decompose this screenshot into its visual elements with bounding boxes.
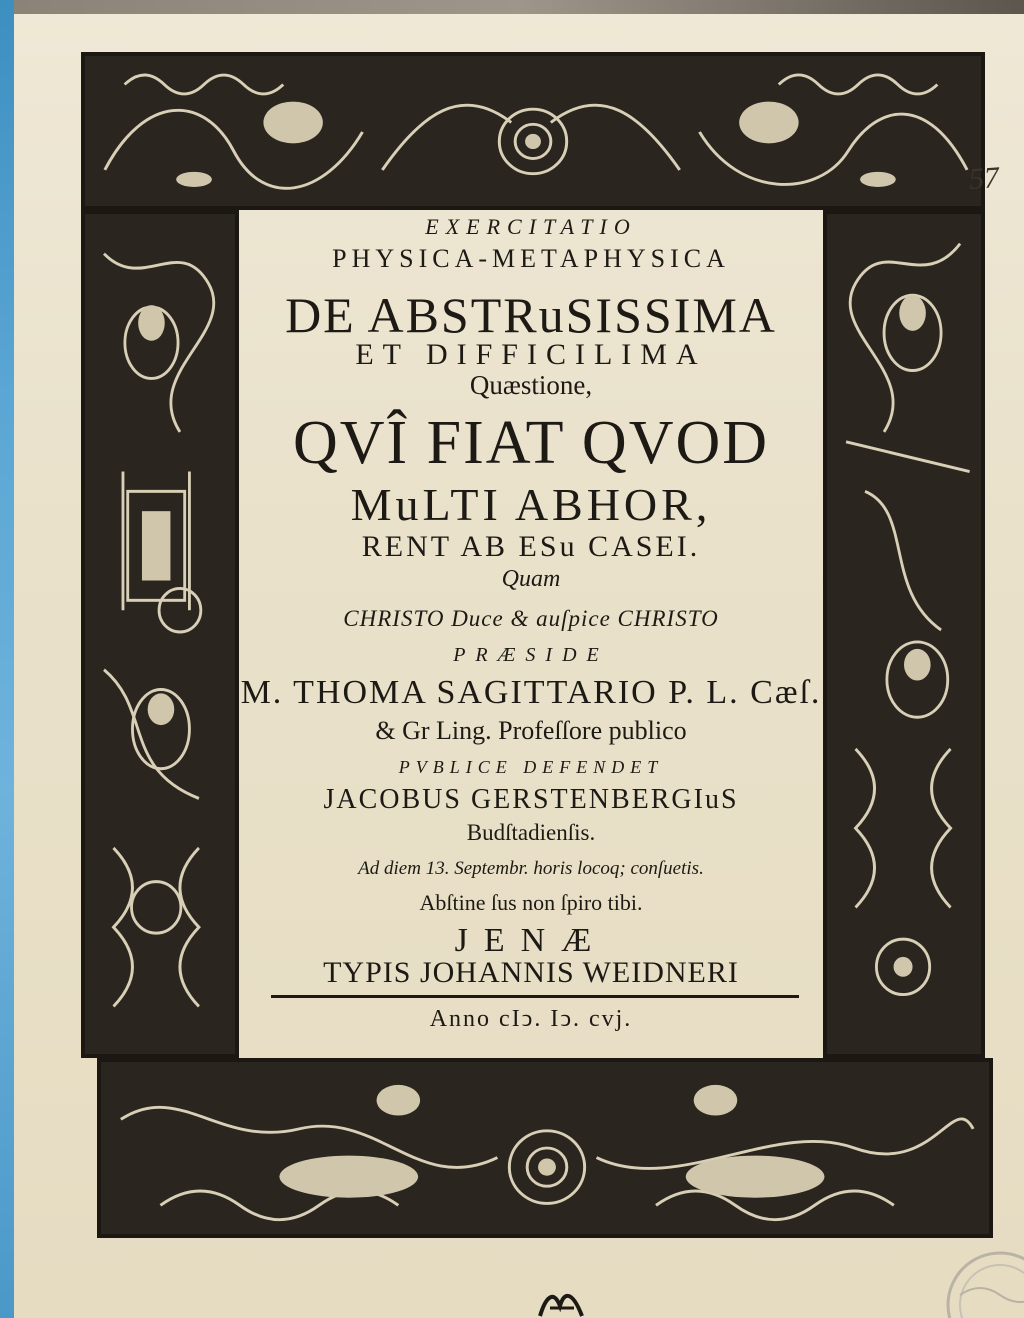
imprint-rule [271,995,799,998]
title-et-difficilima: ET DIFFICILIMA [355,338,707,371]
title-quaestione: Quæstione, [469,370,593,400]
text-praeside: PRÆSIDE [453,644,609,666]
imprint-year: Anno cIↄ. Iↄ. cvj. [429,1006,633,1032]
top-edge-shadow [14,0,1024,14]
title-physica: PHYSICA-METAPHYSICA [332,244,730,273]
title-text-block [239,210,823,1058]
title-qui-fiat-quod: QVÎ FIAT QVOD [292,409,770,477]
text-motto: Abſtine ſus non ſpiro tibi. [419,890,643,915]
woodcut-border-bottom [97,1058,993,1238]
text-publice-defendet: PVBLICE DEFENDET [398,757,664,777]
woodcut-border-left [81,210,239,1058]
text-quam: Quam [501,566,561,592]
imprint-printer: TYPIS JOHANNIS WEIDNERI [323,956,739,989]
text-professor-title: & Gr Ling. Profeſſore publico [375,716,687,745]
title-de-abstrusissima: DE ABSTRuSISSIMA [285,287,777,343]
woodcut-border-right [823,210,985,1058]
text-praeses-name: M. THOMA SAGITTARIO P. L. Cæſ. [240,674,822,711]
text-christo-duce: CHRISTO Duce & auſpice CHRISTO [343,606,719,631]
woodcut-top-pattern [85,56,981,206]
imprint-place: JENÆ [454,922,608,959]
pencil-shelf-number: 57 [967,160,1001,197]
signature-flourish-mark [536,1286,586,1318]
woodcut-bottom-pattern [101,1062,989,1234]
title-rent-ab-esu: RENT AB ESu CASEI. [361,530,701,563]
text-date-line: Ad diem 13. Septembr. horis locoq; conſuetis. [358,858,704,879]
text-respondent-name: JACOBUS GERSTENBERGIuS [323,784,739,815]
title-multi-abhor: MuLTI ABHOR, [350,479,712,530]
woodcut-border-top [81,52,985,210]
text-origin: Budſtadienſis. [466,820,596,845]
woodcut-right-pattern [827,214,981,1054]
library-stamp-corner [920,1235,1024,1318]
title-exercitatio: EXERCITATIO [425,214,637,239]
blue-binding-edge [0,0,14,1318]
woodcut-left-pattern [85,214,235,1054]
